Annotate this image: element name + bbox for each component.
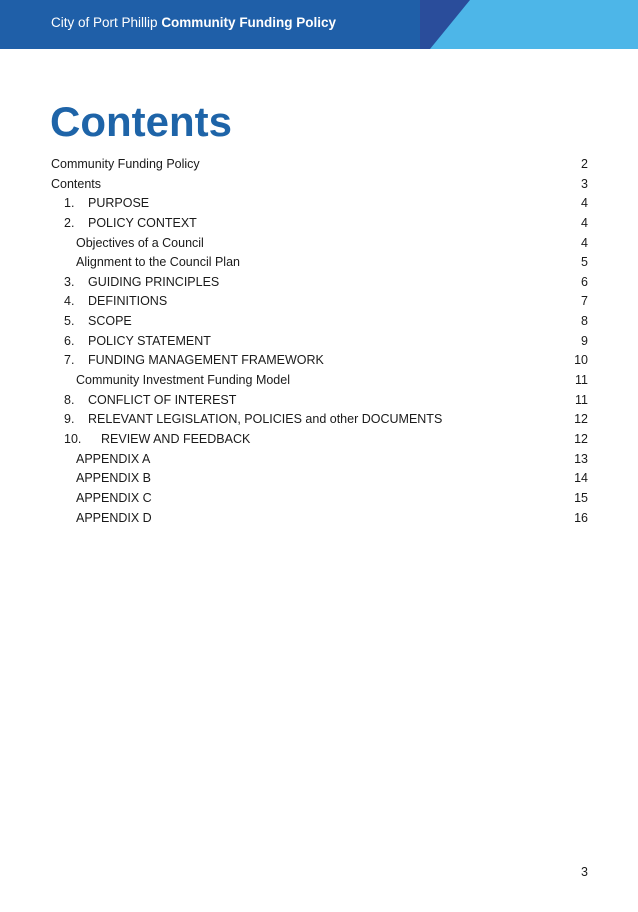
toc-entry-label: CONFLICT OF INTEREST — [88, 392, 237, 407]
toc-entry-label: APPENDIX C — [76, 490, 152, 505]
toc-entry-page: 11 — [575, 392, 588, 407]
toc-entry-page: 14 — [574, 471, 588, 486]
toc-entry[interactable] — [51, 234, 588, 254]
toc-entry[interactable] — [51, 489, 588, 509]
toc-entry[interactable] — [51, 391, 588, 411]
toc-entry-page: 10 — [574, 353, 588, 368]
toc-entry[interactable] — [51, 253, 588, 273]
toc-entry-label: Alignment to the Council Plan — [76, 255, 240, 270]
toc-entry-label: APPENDIX A — [76, 451, 151, 466]
toc-entry-label: SCOPE — [88, 314, 132, 329]
toc-entry-page: 9 — [581, 333, 588, 348]
toc-entry[interactable] — [51, 273, 588, 293]
toc-entry-page: 5 — [581, 255, 588, 270]
toc-entry-label: REVIEW AND FEEDBACK — [101, 431, 251, 446]
toc-entry-label: FUNDING MANAGEMENT FRAMEWORK — [88, 353, 324, 368]
toc-entry-label: POLICY CONTEXT — [88, 215, 197, 230]
toc-entry-number: 9. — [64, 412, 75, 427]
toc-entry-page: 7 — [581, 294, 588, 309]
toc-entry-page: 15 — [574, 490, 588, 505]
toc-entry[interactable] — [51, 175, 588, 195]
header-title — [51, 15, 336, 30]
toc-entry[interactable] — [51, 351, 588, 371]
page-number: 3 — [581, 865, 588, 879]
toc-entry-label: Community Funding Policy — [51, 157, 200, 171]
page-title: Contents — [50, 98, 232, 145]
toc-entry[interactable] — [51, 450, 588, 470]
header-org: City of Port Phillip — [51, 15, 158, 30]
toc-entry-number: 2. — [64, 215, 75, 230]
toc-entry[interactable] — [51, 332, 588, 352]
toc-entry-label: Objectives of a Council — [76, 235, 204, 250]
toc-entry[interactable] — [51, 312, 588, 332]
toc-entry-label: APPENDIX D — [76, 510, 152, 525]
toc-entry-number: 10. — [64, 431, 82, 446]
toc-entry-number: 4. — [64, 294, 75, 309]
toc-entry[interactable] — [51, 194, 588, 214]
toc-entry[interactable] — [51, 214, 588, 234]
toc-entry-label: POLICY STATEMENT — [88, 333, 211, 348]
toc-entry-label: APPENDIX B — [76, 471, 152, 486]
toc-entry[interactable] — [51, 430, 588, 450]
toc-entry-label: DEFINITIONS — [88, 294, 168, 309]
toc-entry-page: 8 — [581, 314, 588, 329]
toc-entry-page: 13 — [574, 451, 588, 466]
toc-entry[interactable] — [51, 292, 588, 312]
toc-entry-page: 6 — [581, 274, 588, 289]
toc-entry-page: 12 — [574, 431, 588, 446]
toc-entry-label: RELEVANT LEGISLATION, POLICIES and other DOCUMENTS — [88, 412, 443, 427]
toc-entry-page: 4 — [581, 235, 588, 250]
header-doc-name: Community Funding Policy — [161, 15, 337, 30]
toc-entry[interactable] — [51, 469, 588, 489]
toc-entry-page: 2 — [581, 157, 588, 171]
table-of-contents — [51, 155, 588, 528]
toc-entry-number: 1. — [64, 196, 75, 211]
toc-entry-page: 3 — [581, 176, 588, 191]
toc-entry[interactable] — [51, 155, 588, 175]
toc-entry-number: 3. — [64, 274, 75, 289]
toc-entry-label: Contents — [51, 176, 102, 191]
toc-entry-number: 5. — [64, 314, 75, 329]
toc-entry-page: 16 — [574, 510, 588, 525]
toc-entry-page: 11 — [575, 373, 588, 388]
toc-entry-number: 8. — [64, 392, 75, 407]
toc-entry-label: GUIDING PRINCIPLES — [88, 274, 220, 289]
toc-entry-page: 4 — [581, 196, 588, 211]
toc-entry-number: 7. — [64, 353, 75, 368]
toc-entry[interactable] — [51, 371, 588, 391]
toc-entry-label: Community Investment Funding Model — [76, 373, 290, 388]
toc-entry-page: 12 — [574, 412, 588, 427]
toc-entry-page: 4 — [581, 215, 588, 230]
page-header — [0, 0, 638, 49]
toc-entry[interactable] — [51, 410, 588, 430]
toc-entry-label: PURPOSE — [88, 196, 150, 211]
toc-entry-number: 6. — [64, 333, 75, 348]
toc-entry[interactable] — [51, 509, 588, 529]
